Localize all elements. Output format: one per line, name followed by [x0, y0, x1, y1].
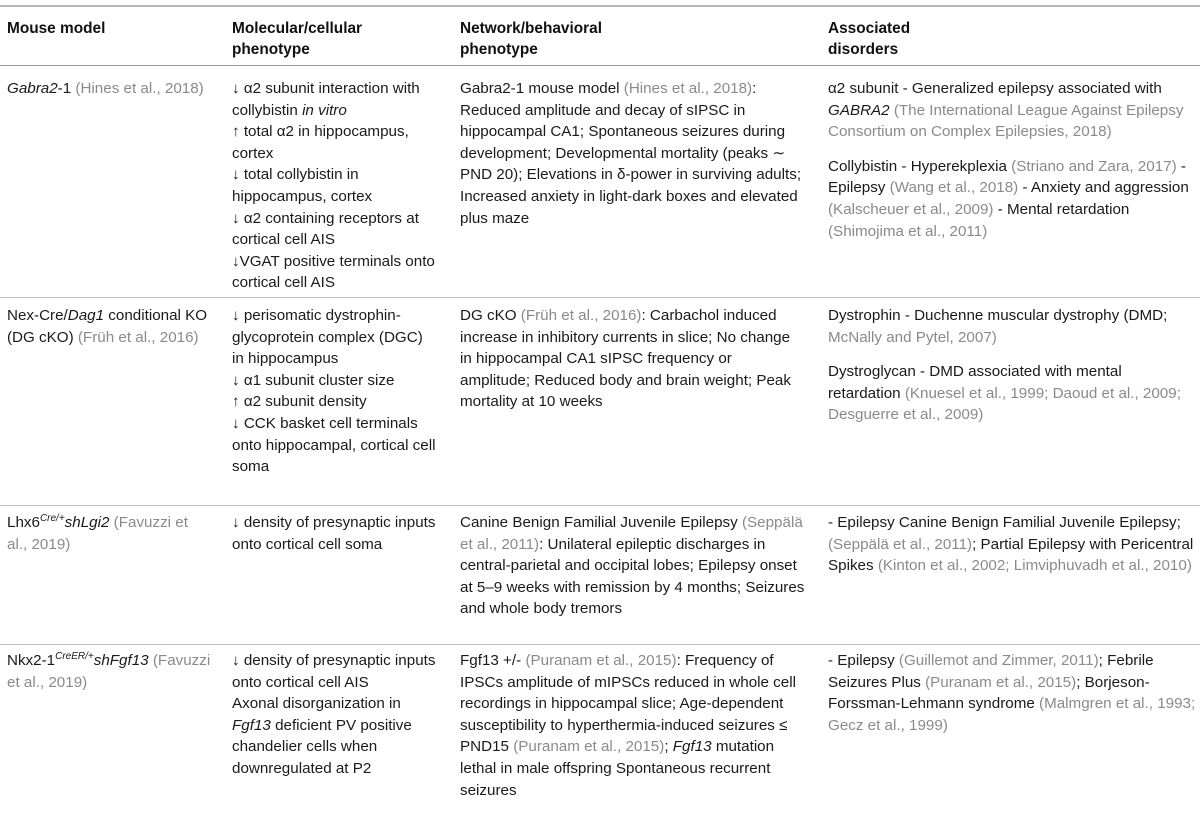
citation[interactable]: (Striano and Zara, 2017): [1011, 157, 1177, 175]
row3-disorders: - Epilepsy Canine Benign Familial Juvenile Epilepsy; (Seppälä et al., 2011); Partial Epilepsy with Pericentral Spikes (Kinton et al., 2002; Limviphuvadh et al., 2010): [828, 514, 1194, 575]
header-network-phenotype: Network/behavioral phenotype: [460, 20, 602, 58]
citation[interactable]: (Puranam et al., 2015): [925, 673, 1077, 691]
citation[interactable]: (Hines et al., 2018): [75, 80, 204, 97]
row3-mouse-model: $Lhx6^{Cre/+}shLgi2$ (Favuzzi et al., 2019): [7, 512, 188, 553]
citation[interactable]: (Seppälä et al., 2011): [460, 514, 803, 553]
header-molecular-phenotype: Molecular/cellular phenotype: [232, 20, 363, 58]
citation[interactable]: (Wang et al., 2018): [889, 179, 1019, 197]
citation[interactable]: (Favuzzi et al., 2019): [7, 652, 211, 691]
row1-disorders: α2 subunit - Generalized epilepsy associated with GABRA2 (The International League Against Epilepsy Consortium on Complex Epilepsies, 2018) Collybistin - Hyperekplexia (Striano and Zara, 2017) - Epilepsy (Wang et al., 2018) - Anxiety and aggression (Kalscheuer et al., 2009) - Mental retardation (Shimojima et al., 2011): [828, 80, 1189, 240]
table-top-rule: [0, 5, 1200, 7]
citation[interactable]: (Favuzzi et al., 2019): [7, 514, 188, 553]
row-separator: [0, 644, 1200, 645]
citation[interactable]: (Seppälä et al., 2011): [828, 535, 973, 553]
citation[interactable]: (Hines et al., 2018): [623, 80, 753, 97]
row4-network: Fgf13 +/- (Puranam et al., 2015): Frequency of IPSCs amplitude of mIPSCs reduced in whole cell recordings in hippocampal slice; Age-dependent susceptibility to hyperthermia-induced seizures ≤ PND15 (Puranam et al., 2015); Fgf13 mutation lethal in male offspring Spontaneous recurrent seizures: [460, 652, 796, 799]
header-rule: [0, 65, 1200, 66]
citation[interactable]: (Malmgren et al., 1993; Gecz et al., 1999): [828, 695, 1196, 734]
citation[interactable]: (Knuesel et al., 1999; Daoud et al., 2009; Desguerre et al., 2009): [828, 384, 1181, 424]
row4-mouse-model: $Nkx2-1^{CreER/+}shFgf13$ (Favuzzi et al., 2019): [7, 650, 211, 691]
row-separator: [0, 297, 1200, 298]
row1-mouse-model: Gabra2-1 (Hines et al., 2018): [7, 80, 204, 97]
row2-network: DG cKO (Früh et al., 2016): Carbachol induced increase in inhibitory currents in slice; No change in hippocampal CA1 sIPSC frequency or amplitude; Reduced body and brain weight; Peak mortality at 10 weeks: [460, 307, 791, 411]
citation[interactable]: (Puranam et al., 2015): [525, 652, 677, 669]
row4-molecular: ↓ density of presynaptic inputs onto cortical cell AIS Axonal disorganization in Fgf13 deficient PV positive chandelier cells when downregulated at P2: [232, 652, 436, 777]
row2-disorders: Dystrophin - Duchenne muscular dystrophy (DMD; McNally and Pytel, 2007) Dystroglycan - DMD associated with mental retardation (Knuesel et al., 1999; Daoud et al., 2009; Desguerre et al., 2009): [828, 307, 1181, 424]
citation[interactable]: (Puranam et al., 2015): [513, 738, 665, 756]
row-separator: [0, 505, 1200, 506]
header-mouse-model: Mouse model: [7, 20, 106, 37]
row3-molecular: ↓ density of presynaptic inputs onto cortical cell soma: [232, 514, 436, 553]
row2-molecular: ↓ perisomatic dystrophin-glycoprotein complex (DGC) in hippocampus ↓ α1 subunit cluster size ↑ α2 subunit density ↓ CCK basket cell terminals onto hippocampal, cortical cell soma: [232, 307, 436, 476]
row1-molecular: ↓ α2 subunit interaction with collybistin in vitro ↑ total α2 in hippocampus, cortex ↓ total collybistin in hippocampus, cortex ↓ α2 containing receptors at cortical cell AIS ↓VGAT positive terminals onto cortical cell AIS: [232, 80, 435, 292]
row3-network: Canine Benign Familial Juvenile Epilepsy (Seppälä et al., 2011): Unilateral epileptic discharges in central-parietal and occipital lobes; Epilepsy onset at 5–9 weeks with remission by 4 months; Seizures and whole body tremors: [460, 514, 805, 618]
citation[interactable]: (Früh et al., 2016): [77, 328, 199, 346]
citation[interactable]: McNally and Pytel, 2007): [828, 328, 997, 346]
row4-disorders: - Epilepsy (Guillemot and Zimmer, 2011); Febrile Seizures Plus (Puranam et al., 2015); Borjeson-Forssman-Lehmann syndrome (Malmgren et al., 1993; Gecz et al., 1999): [828, 652, 1196, 734]
row1-network: Gabra2-1 mouse model (Hines et al., 2018): Reduced amplitude and decay of sIPSC in hippocampal CA1; Spontaneous seizures during development; Developmental mortality (peaks ∼ PND 20); Elevations in δ-power in surviving adults; Increased anxiety in light-dark boxes and elevated plus maze: [460, 80, 802, 227]
citation[interactable]: (Shimojima et al., 2011): [828, 222, 988, 240]
citation[interactable]: (Kalscheuer et al., 2009): [828, 200, 994, 218]
citation[interactable]: (Guillemot and Zimmer, 2011): [898, 652, 1099, 669]
citation[interactable]: (Kinton et al., 2002; Limviphuvadh et al., 2010): [877, 557, 1192, 575]
header-associated-disorders: Associated disorders: [828, 20, 911, 58]
row2-mouse-model: Nex-Cre/Dag1 conditional KO (DG cKO) (Früh et al., 2016): [7, 307, 208, 346]
citation[interactable]: (The International League Against Epilepsy Consortium on Complex Epilepsies, 2018): [828, 101, 1184, 141]
citation[interactable]: (Früh et al., 2016): [520, 307, 642, 324]
